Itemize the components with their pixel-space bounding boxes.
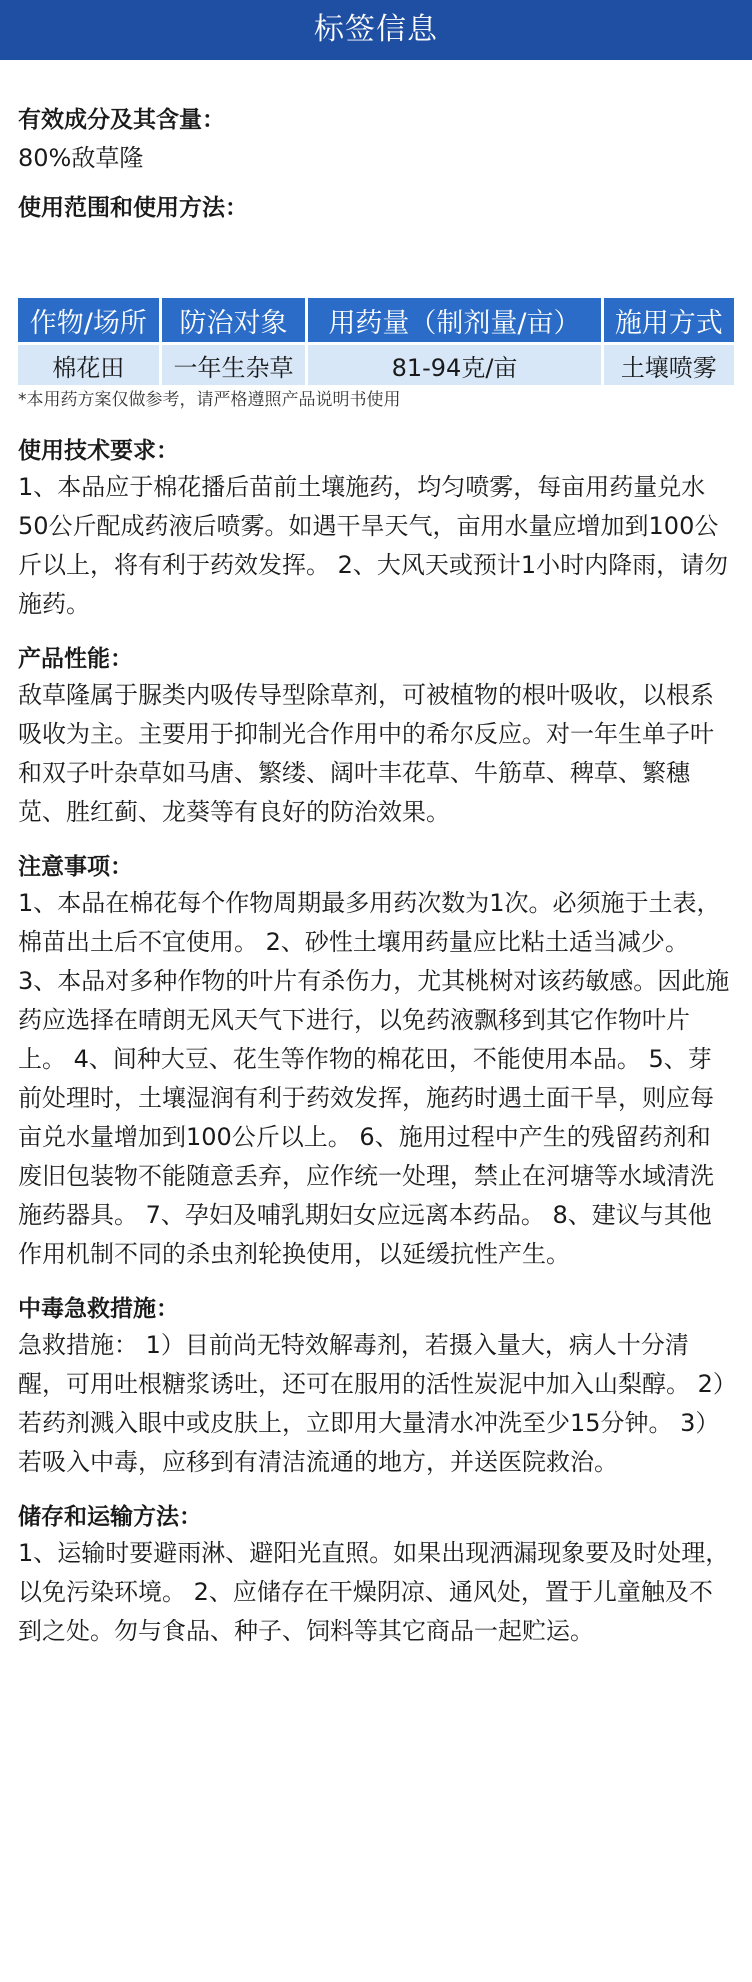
cautions-text: 1、本品在棉花每个作物周期最多用药次数为1次。必须施于土表，棉苗出土后不宜使用。 2、砂性土壤用药量应比粘土适当减少。 3、本品对多种作物的叶片有杀伤力，尤其桃树对该药敏感。因此施药应选择在晴朗无风天气下进行，以免药液飘移到其它作物叶片上。 4、间种大豆、花生等作物的棉花田，不能使用本品。 5、芽前处理时，土壤湿润有利于药效发挥，施药时遇土面干旱，则应每亩兑水量增加到100公斤以上。 6、施用过程中产生的残留药剂和废旧包装物不能随意丢弃，应作统一处理，禁止在河塘等水域清洗施药器具。 7、孕妇及哺乳期妇女应远离本药品。 8、建议与其他作用机制不同的杀虫剂轮换使用，以延缓抗性产生。 [18, 889, 730, 1268]
cell-crop: 棉花田 [18, 345, 159, 385]
page-header [0, 0, 752, 60]
label-content [0, 60, 752, 1651]
col-header-method: 施用方式 [604, 298, 734, 342]
table-note: *本用药方案仅做参考，请严格遵照产品说明书使用 [18, 390, 401, 410]
ingredient-text: 80%敌草隆 [18, 144, 144, 172]
ingredient-heading: 有效成分及其含量： [18, 107, 225, 133]
storage-text: 1、运输时要避雨淋、避阳光直照。如果出现洒漏现象要及时处理，以免污染环境。 2、应储存在干燥阴凉、通风处，置于儿童触及不到之处。勿与食品、种子、饲料等其它商品一起贮运。 [18, 1539, 730, 1645]
dosage-table [15, 295, 737, 388]
firstaid-text: 急救措施： 1）目前尚无特效解毒剂，若摄入量大，病人十分清醒，可用吐根糖浆诱吐，还可在服用的活性炭泥中加入山梨醇。 2）若药剂溅入眼中或皮肤上，立即用大量清水冲洗至少15分钟。 3）若吸入中毒，应移到有清洁流通的地方，并送医院救治。 [18, 1331, 725, 1476]
col-header-target: 防治对象 [162, 298, 306, 342]
performance-heading: 产品性能： [18, 646, 133, 672]
tech-heading: 使用技术要求： [18, 438, 179, 464]
table-header-row [18, 298, 734, 342]
storage-heading: 储存和运输方法： [18, 1504, 202, 1530]
cell-target: 一年生杂草 [162, 345, 306, 385]
dosage-table-wrap [18, 295, 734, 388]
table-row [18, 345, 734, 385]
usage-heading: 使用范围和使用方法： [18, 195, 248, 221]
performance-text: 敌草隆属于脲类内吸传导型除草剂，可被植物的根叶吸收，以根系吸收为主。主要用于抑制光合作用中的希尔反应。对一年生单子叶和双子叶杂草如马唐、繁缕、阔叶丰花草、牛筋草、稗草、繁穗苋、胜红蓟、龙葵等有良好的防治效果。 [18, 681, 714, 826]
col-header-dosage: 用药量（制剂量/亩） [308, 298, 600, 342]
col-header-crop: 作物/场所 [18, 298, 159, 342]
cell-method: 土壤喷雾 [604, 345, 734, 385]
page-title: 标签信息 [314, 12, 438, 47]
cell-dosage: 81-94克/亩 [308, 345, 600, 385]
firstaid-heading: 中毒急救措施： [18, 1296, 179, 1322]
tech-text: 1、本品应于棉花播后苗前土壤施药，均匀喷雾，每亩用药量兑水50公斤配成药液后喷雾。如遇干旱天气，亩用水量应增加到100公斤以上，将有利于药效发挥。 2、大风天或预计1小时内降雨，请勿施药。 [18, 473, 729, 618]
cautions-heading: 注意事项： [18, 854, 133, 880]
